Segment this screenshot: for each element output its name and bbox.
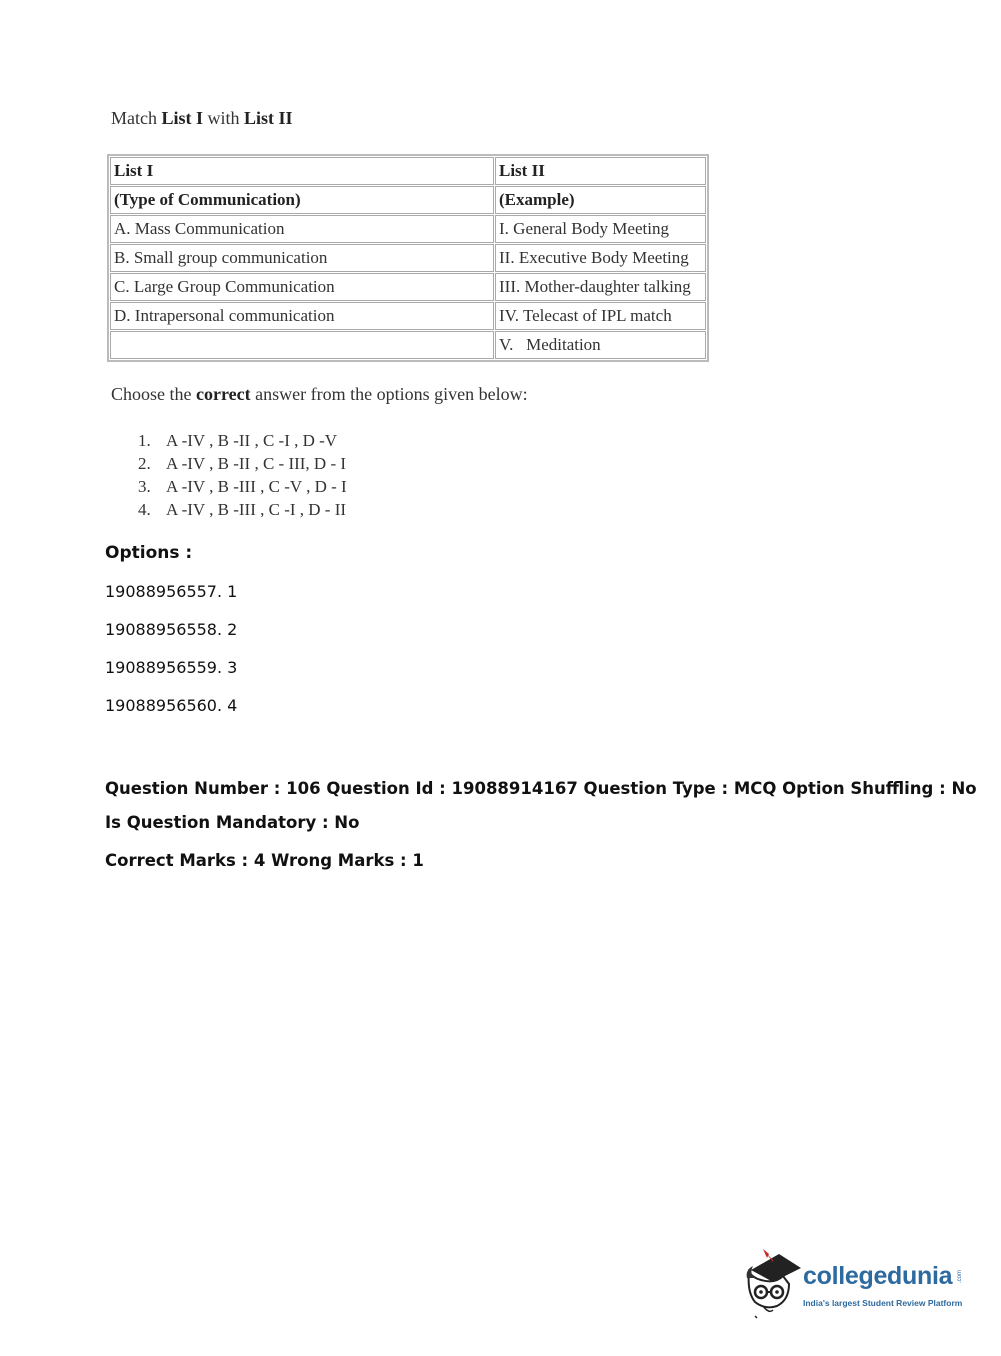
table-row: [110, 273, 706, 301]
table-cell-left: A. Mass Communication: [110, 215, 494, 243]
table-cell-left: D. Intrapersonal communication: [110, 302, 494, 330]
choose-suffix: answer from the options given below:: [250, 384, 528, 404]
logo-suffix: .com: [957, 1270, 963, 1284]
choice-number: 3.: [138, 477, 151, 496]
intro-list1: List I: [161, 108, 203, 128]
choice-text: A -IV , B -II , C - III, D - I: [166, 454, 347, 473]
list-item: [138, 452, 347, 475]
logo-wordmark: collegedunia: [803, 1262, 953, 1290]
subheader-list1: (Type of Communication): [110, 186, 494, 214]
table-cell-right: IV. Telecast of IPL match: [495, 302, 706, 330]
match-table: [107, 154, 709, 362]
list-item: [138, 429, 347, 452]
choice-text: A -IV , B -II , C -I , D -V: [166, 431, 338, 450]
table-cell-left: C. Large Group Communication: [110, 273, 494, 301]
options-heading: Options :: [105, 543, 193, 563]
table-row: [110, 302, 706, 330]
choose-instruction: [111, 384, 528, 405]
logo-tagline: India's largest Student Review Platform: [803, 1298, 963, 1308]
question-meta-line3: Correct Marks : 4 Wrong Marks : 1: [105, 851, 424, 870]
option-item: 19088956559. 3: [105, 658, 238, 677]
table-row: [110, 244, 706, 272]
intro-prefix: Match: [111, 108, 162, 128]
choice-number: 4.: [138, 500, 151, 519]
list-item: [138, 475, 347, 498]
choice-number: 2.: [138, 454, 151, 473]
table-cell-left: B. Small group communication: [110, 244, 494, 272]
table-cell-left: [110, 331, 494, 359]
table-header-row: [110, 157, 706, 185]
subheader-list2: (Example): [495, 186, 706, 214]
mascot-icon: [743, 1248, 803, 1320]
table-cell-right: V. Meditation: [495, 331, 706, 359]
choice-text: A -IV , B -III , C -I , D - II: [166, 500, 347, 519]
choose-prefix: Choose the: [111, 384, 196, 404]
intro-mid: with: [203, 108, 245, 128]
table-cell-right: II. Executive Body Meeting: [495, 244, 706, 272]
header-list1: List I: [110, 157, 494, 185]
option-item: 19088956557. 1: [105, 582, 238, 601]
table-subheader-row: [110, 186, 706, 214]
option-item: 19088956560. 4: [105, 696, 238, 715]
choice-number: 1.: [138, 431, 151, 450]
intro-list2: List II: [244, 108, 293, 128]
header-list2: List II: [495, 157, 706, 185]
question-meta-line1: Question Number : 106 Question Id : 19088914167 Question Type : MCQ Option Shuffling : No: [105, 779, 977, 798]
list-item: [138, 498, 347, 521]
table-cell-right: I. General Body Meeting: [495, 215, 706, 243]
collegedunia-logo: [743, 1248, 973, 1323]
option-item: 19088956558. 2: [105, 620, 238, 639]
question-intro: [111, 108, 293, 129]
table-row: [110, 331, 706, 359]
choice-list: [138, 429, 347, 521]
choice-text: A -IV , B -III , C -V , D - I: [166, 477, 347, 496]
choose-bold: correct: [196, 384, 251, 404]
table-cell-right: III. Mother-daughter talking: [495, 273, 706, 301]
table-row: [110, 215, 706, 243]
question-meta-line2: Is Question Mandatory : No: [105, 813, 360, 832]
